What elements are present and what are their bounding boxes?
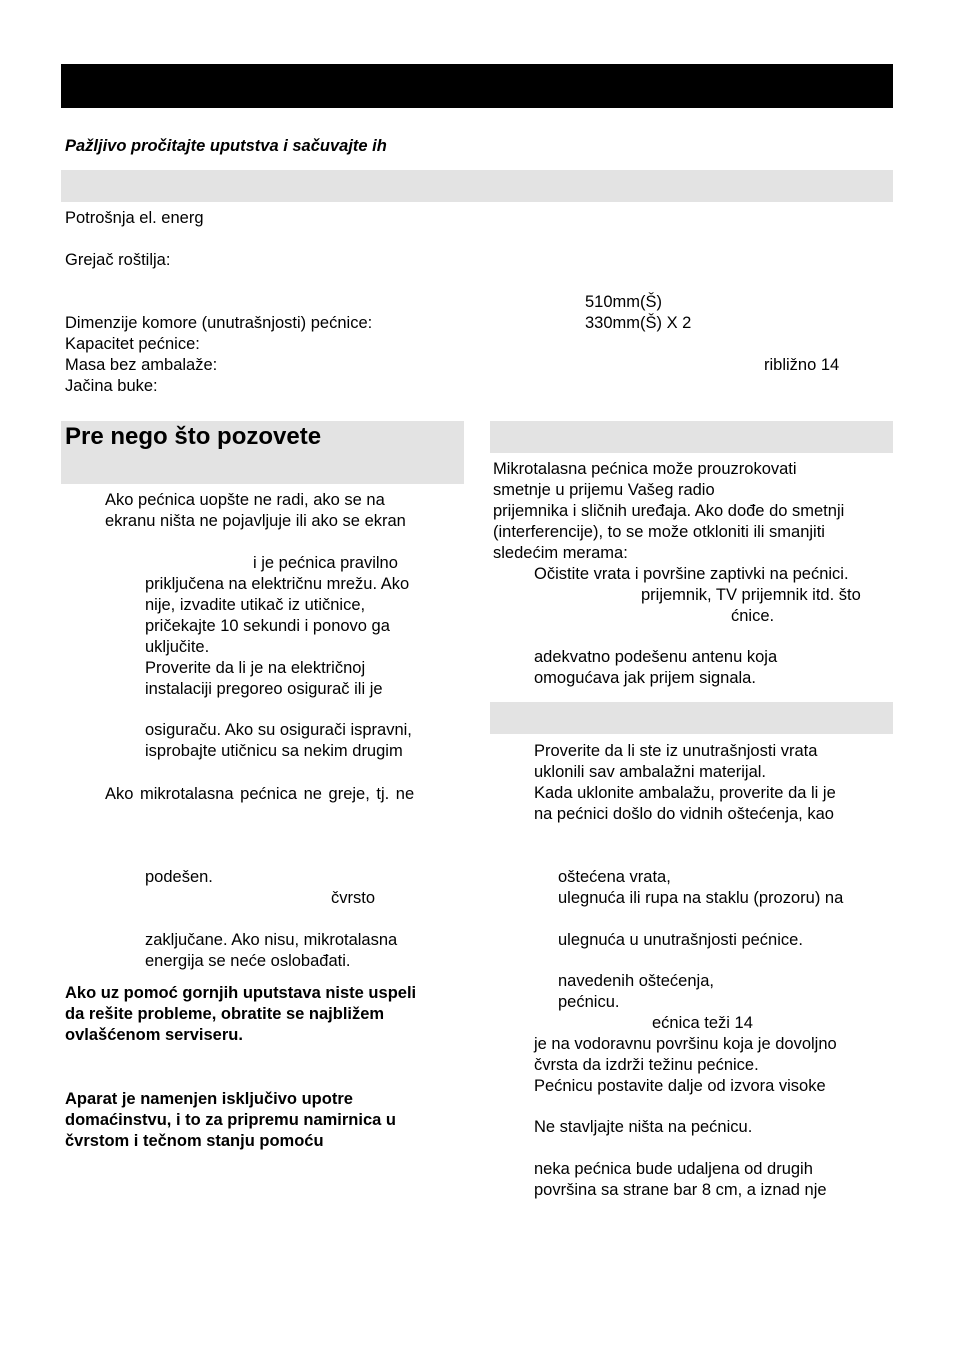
header-bar xyxy=(61,64,893,108)
troubleshoot-heading: Pre nego što pozovete xyxy=(65,423,322,450)
dent-glass-text: ulegnuća ili rupa na staklu (prozoru) na xyxy=(558,889,844,907)
oven-word-text: pećnicu. xyxy=(558,993,620,1011)
check-plug-start: i je pećnica pravilno xyxy=(253,554,398,572)
no-heat-text: Ako mikrotalasna pećnica ne greje, tj. ne xyxy=(105,785,415,803)
spec-cavity-label: Dimenzije komore (unutrašnjosti) pećnice: xyxy=(65,314,373,332)
spec-outer-dim-value: 510mm(Š) xyxy=(585,293,663,311)
spec-noise-label: Jačina buke: xyxy=(65,377,158,395)
fuse-text: osiguraču. Ako su osigurači ispravni, isprobajte utičnicu sa nekim drugim xyxy=(145,721,412,760)
no-power-text: Ako pećnica uopšte ne radi, ako se na ekranu ništa ne pojavljuje ili ako se ekran xyxy=(105,491,406,530)
spec-power-label: Potrošnja el. energ xyxy=(65,209,204,227)
locked-text: zaključane. Ako nisu, mikrotalasna energija se neće oslobađati. xyxy=(145,931,398,970)
dent-inside-text: ulegnuća u unutrašnjosti pećnice. xyxy=(558,931,803,949)
specs-header-bar xyxy=(61,170,893,202)
contact-service-text: Ako uz pomoć gornjih uputstava niste uspeli da rešite probleme, obratite se najbližem ovlašćenom serviseru. xyxy=(65,984,417,1044)
firm-text: čvrsto xyxy=(331,889,376,907)
spec-mass-value: ribližno 14 xyxy=(764,356,840,374)
intro-note: Pažljivo pročitajte uputstva i sačuvajte ih xyxy=(65,137,387,155)
spec-capacity-label: Kapacitet pećnice: xyxy=(65,335,200,353)
interference-text: Mikrotalasna pećnica može prouzrokovati smetnje u prijemu Vašeg radio prijemnika i sličnih uređaja. Ako dođe do smetnji (interferencije), to se može otkloniti ili smanjiti sledećim merama: xyxy=(493,460,845,562)
receiver-text: prijemnik, TV prijemnik itd. što xyxy=(641,586,861,604)
install-check-text: Proverite da li ste iz unutrašnjosti vrata uklonili sav ambalažni materijal. Kada uklonite ambalažu, proverite da li je na pećnici došlo do vidnih oštećenja, kao xyxy=(534,742,836,823)
oven-weight-text: ećnica teži 14 xyxy=(652,1014,753,1032)
distance-text: neka pećnica bude udaljena od drugih površina sa strane bar 8 cm, a iznad nje xyxy=(534,1160,827,1199)
antenna-text: adekvatno podešenu antenu koja omogućava jak prijem signala. xyxy=(534,648,778,687)
spec-mass-label: Masa bez ambalaže: xyxy=(65,356,218,374)
clean-doors-text: Očistite vrata i površine zaptivki na pećnici. xyxy=(534,565,849,583)
listed-damage-text: navedenih oštećenja, xyxy=(558,972,714,990)
damaged-door-text: oštećena vrata, xyxy=(558,868,671,886)
purpose-text: Aparat je namenjen isključivo upotre domaćinstvu, i to za pripremu namirnica u čvrstom i tečnom stanju pomoću xyxy=(65,1090,396,1150)
set-text: podešen. xyxy=(145,868,213,886)
check-plug-text: priključena na električnu mrežu. Ako nije, izvadite utikač iz utičnice, pričekajte 10 sekundi i ponovo ga uključite. Proverite da li je na električnoj instalaciji pregoreo osigurač ili je xyxy=(145,575,410,698)
interference-header-bar xyxy=(490,421,893,453)
placement-text: je na vodoravnu površinu koja je dovoljno čvrsta da izdrži težinu pećnice. Pećnicu postavite dalje od izvora visoke xyxy=(534,1035,837,1095)
nothing-on-top-text: Ne stavljajte ništa na pećnicu. xyxy=(534,1118,753,1136)
spec-grill-label: Grejač roštilja: xyxy=(65,251,171,269)
oven-end-text: ćnice. xyxy=(731,607,775,625)
spec-cavity-value: 330mm(Š) X 2 xyxy=(585,314,692,332)
installation-header-bar xyxy=(490,702,893,734)
